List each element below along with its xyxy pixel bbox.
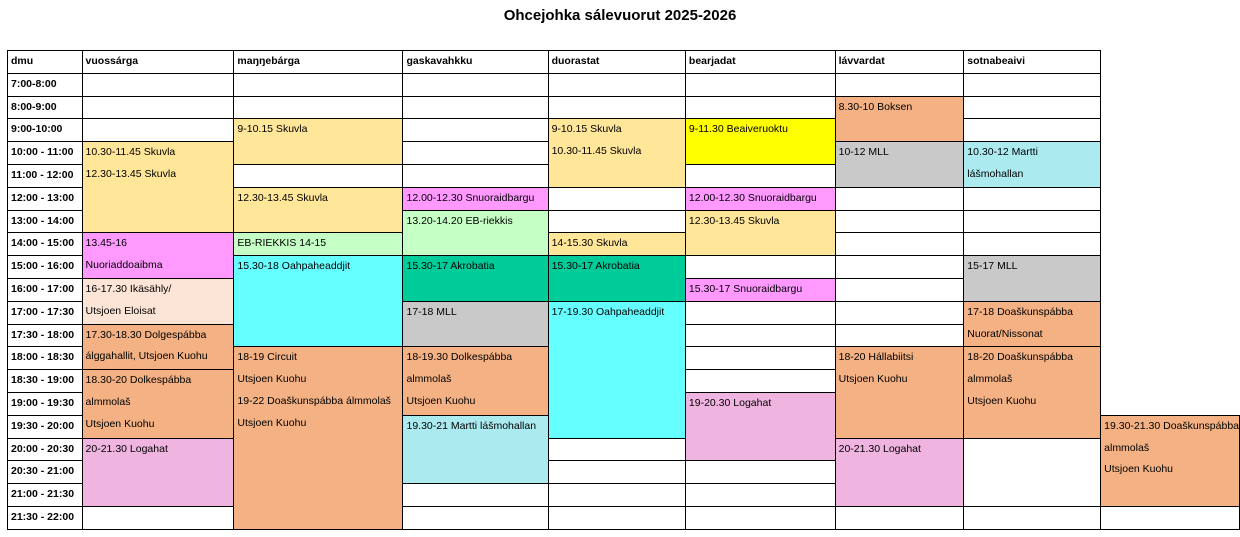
empty-cell: [835, 301, 964, 324]
time-label: 18:00 - 18:30: [8, 347, 83, 370]
event-wed-eb-riekkis: [403, 210, 548, 256]
event-text: almmolaš: [1104, 441, 1150, 454]
event-fri-logahat: [685, 392, 835, 460]
event-text: 16-17.30 Ikäsähly/: [85, 282, 172, 295]
event-sat-handball: [835, 347, 964, 438]
empty-cell: [548, 461, 685, 484]
time-row: [8, 119, 1240, 142]
empty-cell: [403, 96, 548, 119]
event-text: Utsjoen Kuohu: [406, 394, 476, 407]
event-text: almmolaš: [967, 373, 1013, 386]
time-label: 9:00-10:00: [8, 119, 83, 142]
empty-cell: [685, 347, 835, 370]
event-thu-teachers: [548, 301, 685, 438]
time-label: 21:30 - 22:00: [8, 506, 83, 529]
event-fri-rope: [685, 187, 835, 210]
empty-cell: [685, 164, 835, 187]
event-text: Utsjoen Kuohu: [85, 417, 155, 430]
empty-cell: [835, 256, 964, 279]
empty-cell: [685, 301, 835, 324]
event-fri-rope-afternoon: [685, 278, 835, 301]
event-text: 15.30-17 Snuoraidbargu: [688, 282, 803, 295]
header-wednesday: gaskavahkku: [403, 51, 548, 74]
empty-cell: [685, 461, 835, 484]
empty-cell: [835, 324, 964, 347]
event-text: almmolaš: [406, 373, 452, 386]
event-wed-acrobatics: [403, 256, 548, 302]
event-text: 12.00-12.30 Snuoraidbargu: [406, 191, 535, 204]
time-label: 21:00 - 21:30: [8, 484, 83, 507]
event-text: 15.30-17 Akrobatia: [551, 260, 640, 273]
event-sun-volleyball: [964, 347, 1101, 438]
time-label: 12:00 - 13:00: [8, 187, 83, 210]
event-text: Utsjoen Kuohu: [237, 416, 307, 429]
event-text: 19-22 Doaškunspábba álmmolaš: [237, 394, 391, 407]
event-text: 18.30-20 Dolkespábba: [85, 374, 192, 387]
empty-cell: [234, 96, 403, 119]
empty-cell: [82, 506, 234, 529]
empty-cell: [685, 506, 835, 529]
event-text: 12.30-13.45 Skuvla: [688, 214, 780, 227]
empty-cell: [403, 119, 548, 142]
page-title: Ohcejohka sálevuorut 2025-2026: [503, 7, 737, 24]
empty-cell: [403, 164, 548, 187]
event-text: Utsjoen Kuohu: [838, 373, 908, 386]
time-label: 19:00 - 19:30: [8, 392, 83, 415]
event-mon-floorball-beginners: [82, 324, 234, 370]
empty-cell: [403, 73, 548, 96]
event-wed-floorball: [403, 347, 548, 415]
event-tue-eb-riekkis: [234, 233, 403, 256]
event-text: 17-19.30 Oahpaheaddjit: [551, 305, 665, 318]
event-text: 12.30-13.45 Skuvla: [237, 191, 328, 204]
event-text: 9-10.15 Skuvla: [237, 123, 308, 136]
event-text: 10-12 MLL: [838, 146, 889, 159]
event-mon-logahat: [82, 438, 234, 506]
event-text: 20-21.30 Logahat: [85, 442, 168, 455]
event-sat-mll: [835, 142, 964, 188]
time-label: 15:00 - 16:00: [8, 256, 83, 279]
empty-cell: [403, 506, 548, 529]
event-text: 10.30-11.45 Skuvla: [551, 145, 642, 158]
time-row: [8, 233, 1240, 256]
time-label: 10:00 - 11:00: [8, 142, 83, 165]
event-text: 17-18 MLL: [406, 305, 457, 318]
event-text: 13.45-16: [85, 237, 127, 250]
event-wed-mll: [403, 301, 548, 347]
event-text: álggahallit, Utsjoen Kuohu: [85, 350, 208, 363]
time-label: 18:30 - 19:00: [8, 370, 83, 393]
event-text: 19-20.30 Logahat: [688, 396, 772, 409]
empty-cell: [964, 187, 1101, 210]
time-label: 17:00 - 17:30: [8, 301, 83, 324]
empty-cell: [964, 233, 1101, 256]
time-label: 20:00 - 20:30: [8, 438, 83, 461]
event-text: 12.00-12.30 Snuoraidbargu: [688, 191, 817, 204]
event-text: EB-RIEKKIS 14-15: [237, 237, 327, 250]
event-text: 19.30-21 Martti lášmohallan: [406, 419, 537, 432]
event-sun-logahat: [835, 438, 964, 506]
event-text: 18-20 Doaškunspábba: [967, 351, 1073, 364]
event-text: Nuorat/Nissonat: [967, 327, 1043, 340]
empty-cell: [234, 73, 403, 96]
event-text: 15.30-17 Akrobatia: [406, 260, 495, 273]
event-text: 9-11.30 Beaiveruoktu: [688, 123, 788, 136]
header-saturday: lávvardat: [835, 51, 964, 74]
event-sun-volleyball-youth: [964, 301, 1101, 347]
event-text: 10.30-12 Martti: [967, 146, 1038, 159]
time-label: 8:00-9:00: [8, 96, 83, 119]
time-label: 19:30 - 20:00: [8, 415, 83, 438]
empty-cell: [403, 142, 548, 165]
empty-cell: [403, 484, 548, 507]
event-text: 18-19 Circuit: [237, 351, 297, 364]
empty-cell: [82, 96, 234, 119]
event-thu-school-afternoon: [548, 233, 685, 256]
event-mon-seniors: [82, 278, 234, 324]
event-thu-volleyball: [1101, 415, 1240, 506]
event-text: 13.20-14.20 EB-riekkis: [406, 214, 513, 227]
event-text: Utsjoen Kuohu: [1104, 463, 1174, 476]
time-row: [8, 96, 1240, 119]
event-sun-mll: [964, 256, 1101, 302]
header-sunday: sotnabeaivi: [964, 51, 1101, 74]
header-time: dmu: [8, 51, 83, 74]
event-text: 17-18 Doaškunspábba: [967, 305, 1073, 318]
event-text: 15.30-18 Oahpaheaddjit: [237, 260, 351, 273]
header-row: [8, 51, 1240, 74]
empty-cell: [685, 96, 835, 119]
time-row: [8, 73, 1240, 96]
empty-cell: [548, 484, 685, 507]
time-row: [8, 506, 1240, 529]
empty-cell: [685, 370, 835, 393]
empty-cell: [964, 73, 1101, 96]
event-tue-circuit-volleyball: [234, 347, 403, 529]
event-text: 18-19.30 Dolkespábba: [406, 351, 513, 364]
empty-cell: [548, 187, 685, 210]
empty-cell: [548, 210, 685, 233]
event-tue-school-morning: [234, 119, 403, 165]
event-sun-martti: [964, 142, 1101, 188]
event-text: 8.30-10 Boksen: [838, 100, 913, 113]
event-tue-teachers: [234, 256, 403, 347]
event-text: 12.30-13.45 Skuvla: [85, 167, 177, 180]
empty-cell: [548, 73, 685, 96]
event-text: Utsjoen Kuohu: [237, 373, 307, 386]
empty-cell: [234, 164, 403, 187]
empty-cell: [1101, 506, 1240, 529]
empty-cell: [835, 506, 964, 529]
event-text: 19.30-21.30 Doaškunspábba: [1104, 419, 1239, 432]
header-monday: vuossárga: [82, 51, 234, 74]
header-tuesday: maŋŋebárga: [234, 51, 403, 74]
empty-cell: [964, 210, 1101, 233]
event-fri-day-care: [685, 119, 835, 165]
time-label: 7:00-8:00: [8, 73, 83, 96]
header-thursday: duorastat: [548, 51, 685, 74]
header-friday: bearjadat: [685, 51, 835, 74]
event-thu-acrobatics: [548, 256, 685, 302]
event-text: almmolaš: [85, 395, 131, 408]
empty-cell: [964, 96, 1101, 119]
event-text: 18-20 Hállabiitsi: [838, 351, 914, 364]
event-text: 20-21.30 Logahat: [838, 442, 921, 455]
event-mon-youth: [82, 233, 234, 279]
time-label: 17:30 - 18:00: [8, 324, 83, 347]
time-label: 16:00 - 17:00: [8, 278, 83, 301]
empty-cell: [82, 119, 234, 142]
event-tue-school-midday: [234, 187, 403, 233]
time-label: 14:00 - 15:00: [8, 233, 83, 256]
event-text: Utsjoen Kuohu: [967, 394, 1037, 407]
event-text: lášmohallan: [967, 167, 1024, 180]
empty-cell: [685, 73, 835, 96]
event-text: 15-17 MLL: [967, 260, 1018, 273]
empty-cell: [685, 484, 835, 507]
empty-cell: [835, 210, 964, 233]
event-text: 17.30-18.30 Dolgespábba: [85, 328, 207, 341]
event-wed-rope: [403, 187, 548, 210]
event-sat-boxing: [835, 96, 964, 142]
empty-cell: [548, 506, 685, 529]
empty-cell: [835, 187, 964, 210]
event-text: 9-10.15 Skuvla: [551, 123, 622, 136]
empty-cell: [835, 233, 964, 256]
time-label: 13:00 - 14:00: [8, 210, 83, 233]
event-thu-school-morning: [548, 119, 685, 187]
empty-cell: [685, 256, 835, 279]
empty-cell: [548, 96, 685, 119]
time-label: 20:30 - 21:00: [8, 461, 83, 484]
empty-cell: [835, 278, 964, 301]
event-mon-floorball: [82, 370, 234, 438]
event-text: 10.30-11.45 Skuvla: [85, 146, 176, 159]
empty-cell: [685, 324, 835, 347]
empty-cell: [964, 119, 1101, 142]
event-text: 14-15.30 Skuvla: [551, 237, 628, 250]
empty-cell: [964, 506, 1101, 529]
event-fri-school: [685, 210, 835, 256]
empty-cell: [835, 73, 964, 96]
event-wed-martti: [403, 415, 548, 483]
event-text: Nuoriaddoaibma: [85, 259, 163, 272]
event-mon-school: [82, 142, 234, 233]
schedule-table: [7, 50, 1240, 530]
empty-cell: [548, 438, 685, 461]
event-text: Utsjoen Eloisat: [85, 304, 156, 317]
empty-cell: [82, 73, 234, 96]
time-row: [8, 438, 1240, 461]
time-label: 11:00 - 12:00: [8, 164, 83, 187]
